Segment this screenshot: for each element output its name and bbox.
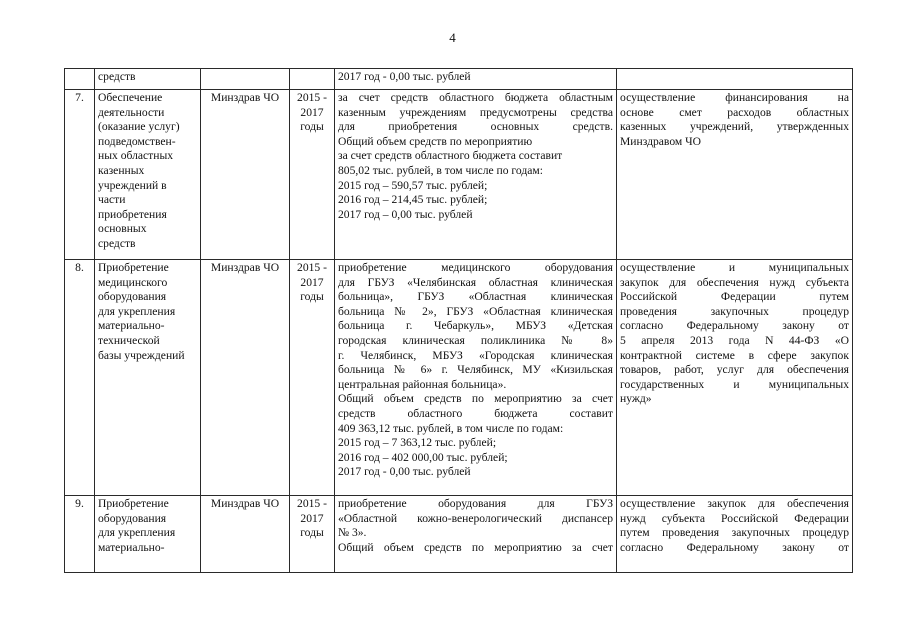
text-line: учреждений в <box>98 178 167 192</box>
text-line: средств <box>98 70 136 83</box>
text-line: 2016 год – 214,45 тыс. рублей; <box>338 193 488 207</box>
text-line: «Областной кожно-венерологический диспансер <box>338 511 613 525</box>
text-line: Общий объем средств по мероприятию за счет <box>338 540 613 554</box>
row-number: 8. <box>65 260 95 496</box>
table-row <box>65 260 853 496</box>
text-line: Общий объем средств по мероприятию <box>338 134 533 148</box>
period <box>290 90 335 260</box>
table-row <box>65 496 853 573</box>
text-line: приобретения <box>98 207 167 221</box>
text-line: нужд» <box>620 392 652 406</box>
text-line: Минздравом ЧО <box>620 134 702 148</box>
executor: Минздрав ЧО <box>201 260 290 496</box>
actions-text <box>335 496 617 573</box>
text-line: годы <box>300 120 324 134</box>
period <box>290 496 335 573</box>
program-table-body <box>65 69 853 573</box>
text-line: центральная районная больница». <box>338 377 507 391</box>
executor: Минздрав ЧО <box>201 90 290 260</box>
text-line: 2015 - <box>297 497 327 510</box>
text-line: больница № 6» г. Челябинск, МУ «Кизильская <box>338 363 613 377</box>
text-line: средств <box>98 236 136 250</box>
text-line: 5 апреля 2013 года N 44-ФЗ «О <box>620 333 849 347</box>
text-line: 2017 год - 0,00 тыс. рублей <box>338 465 471 479</box>
text-line: приобретение медицинского оборудования <box>338 261 613 274</box>
implementation-mechanism <box>617 496 853 573</box>
text-line: Общий объем средств по мероприятию за счет <box>338 392 613 406</box>
measure-name <box>95 90 201 260</box>
text-line: казенных учреждений, утвержденных <box>620 120 849 134</box>
text-line: контрактной системе в сфере закупок <box>620 348 849 362</box>
text-line: основных <box>98 222 147 236</box>
actions-text <box>335 90 617 260</box>
text-line: материально- <box>98 540 165 554</box>
period <box>290 69 335 90</box>
text-line: № 3». <box>338 526 367 540</box>
text-line: ных областных <box>98 149 174 163</box>
text-line: 2017 год - 0,00 тыс. рублей <box>338 70 471 83</box>
text-line: 2015 год – 590,57 тыс. рублей; <box>338 178 488 192</box>
implementation-mechanism <box>617 260 853 496</box>
actions-text <box>335 260 617 496</box>
implementation-mechanism <box>617 69 853 90</box>
text-line: больница г. Чебаркуль», МБУЗ «Детская <box>338 319 613 333</box>
text-line: осуществление закупок для обеспечения <box>620 497 849 510</box>
text-line: осуществление финансирования на <box>620 91 849 104</box>
measure-name <box>95 260 201 496</box>
text-line: подведомствен- <box>98 134 176 148</box>
text-line: за счет средств областного бюджета составит <box>338 149 563 163</box>
text-line: путем проведения закупочных процедур <box>620 526 849 540</box>
text-line: 2017 год – 0,00 тыс. рублей <box>338 207 473 221</box>
executor <box>201 69 290 90</box>
text-line: приобретение оборудования для ГБУЗ <box>338 497 613 510</box>
text-line: г. Челябинск, МБУЗ «Городская клиническая <box>338 348 613 362</box>
text-line: Приобретение <box>98 261 169 274</box>
text-line: нужд субъекта Российской Федерации <box>620 511 849 525</box>
text-line: оборудования <box>98 511 167 525</box>
text-line: годы <box>300 290 324 304</box>
text-line: казенным учреждениям предусмотрены средства <box>338 105 613 119</box>
text-line: части <box>98 193 126 207</box>
page-number: 4 <box>449 30 456 45</box>
text-line: медицинского <box>98 275 168 289</box>
measure-name <box>95 496 201 573</box>
text-line: 409 363,12 тыс. рублей, в том числе по годам: <box>338 421 564 435</box>
period <box>290 260 335 496</box>
text-line: за счет средств областного бюджета областным <box>338 91 613 104</box>
text-line: годы <box>300 526 324 540</box>
program-table <box>64 68 853 573</box>
text-line: 2017 <box>300 275 324 289</box>
text-line: материально- <box>98 319 165 333</box>
text-line: средств областного бюджета составит <box>338 406 613 420</box>
text-line: больница № 2», ГБУЗ «Областная клиническая <box>338 304 613 318</box>
text-line: казенных <box>98 163 145 177</box>
text-line: 2015 - <box>297 91 327 104</box>
table-row <box>65 90 853 260</box>
row-number: 9. <box>65 496 95 573</box>
implementation-mechanism <box>617 90 853 260</box>
measure-name <box>95 69 201 90</box>
text-line: Обеспечение <box>98 91 163 104</box>
text-line: проведения закупочных процедур <box>620 304 849 318</box>
text-line: 2017 <box>300 105 324 119</box>
row-number <box>65 69 95 90</box>
text-line: для укрепления <box>98 304 176 318</box>
text-line: 2017 <box>300 511 324 525</box>
text-line: 805,02 тыс. рублей, в том числе по годам: <box>338 163 543 177</box>
text-line: для укрепления <box>98 526 176 540</box>
text-line: оборудования <box>98 290 167 304</box>
text-line: согласно Федеральному закону от <box>620 319 849 333</box>
text-line: Приобретение <box>98 497 169 510</box>
text-line: осуществление и муниципальных <box>620 261 849 274</box>
text-line: городская клиническая поликлиника № 8» <box>338 333 613 347</box>
text-line: 2015 год – 7 363,12 тыс. рублей; <box>338 436 497 450</box>
text-line: технической <box>98 333 160 347</box>
row-number: 7. <box>65 90 95 260</box>
text-line: базы учреждений <box>98 348 185 362</box>
text-line: 2015 - <box>297 261 327 274</box>
table-row <box>65 69 853 90</box>
text-line: закупок для обеспечения нужд субъекта <box>620 275 849 289</box>
text-line: больница», ГБУЗ «Областная клиническая <box>338 290 613 304</box>
text-line: деятельности <box>98 105 165 119</box>
text-line: для приобретения основных средств. <box>338 120 613 134</box>
text-line: основе смет расходов областных <box>620 105 849 119</box>
text-line: согласно Федеральному закону от <box>620 540 849 554</box>
text-line: (оказание услуг) <box>98 120 180 134</box>
text-line: 2016 год – 402 000,00 тыс. рублей; <box>338 450 508 464</box>
text-line: Российской Федерации путем <box>620 290 849 304</box>
text-line: государственных и муниципальных <box>620 377 849 391</box>
executor: Минздрав ЧО <box>201 496 290 573</box>
text-line: товаров, работ, услуг для обеспечения <box>620 363 849 377</box>
text-line: для ГБУЗ «Челябинская областная клиническая <box>338 275 613 289</box>
actions-text <box>335 69 617 90</box>
